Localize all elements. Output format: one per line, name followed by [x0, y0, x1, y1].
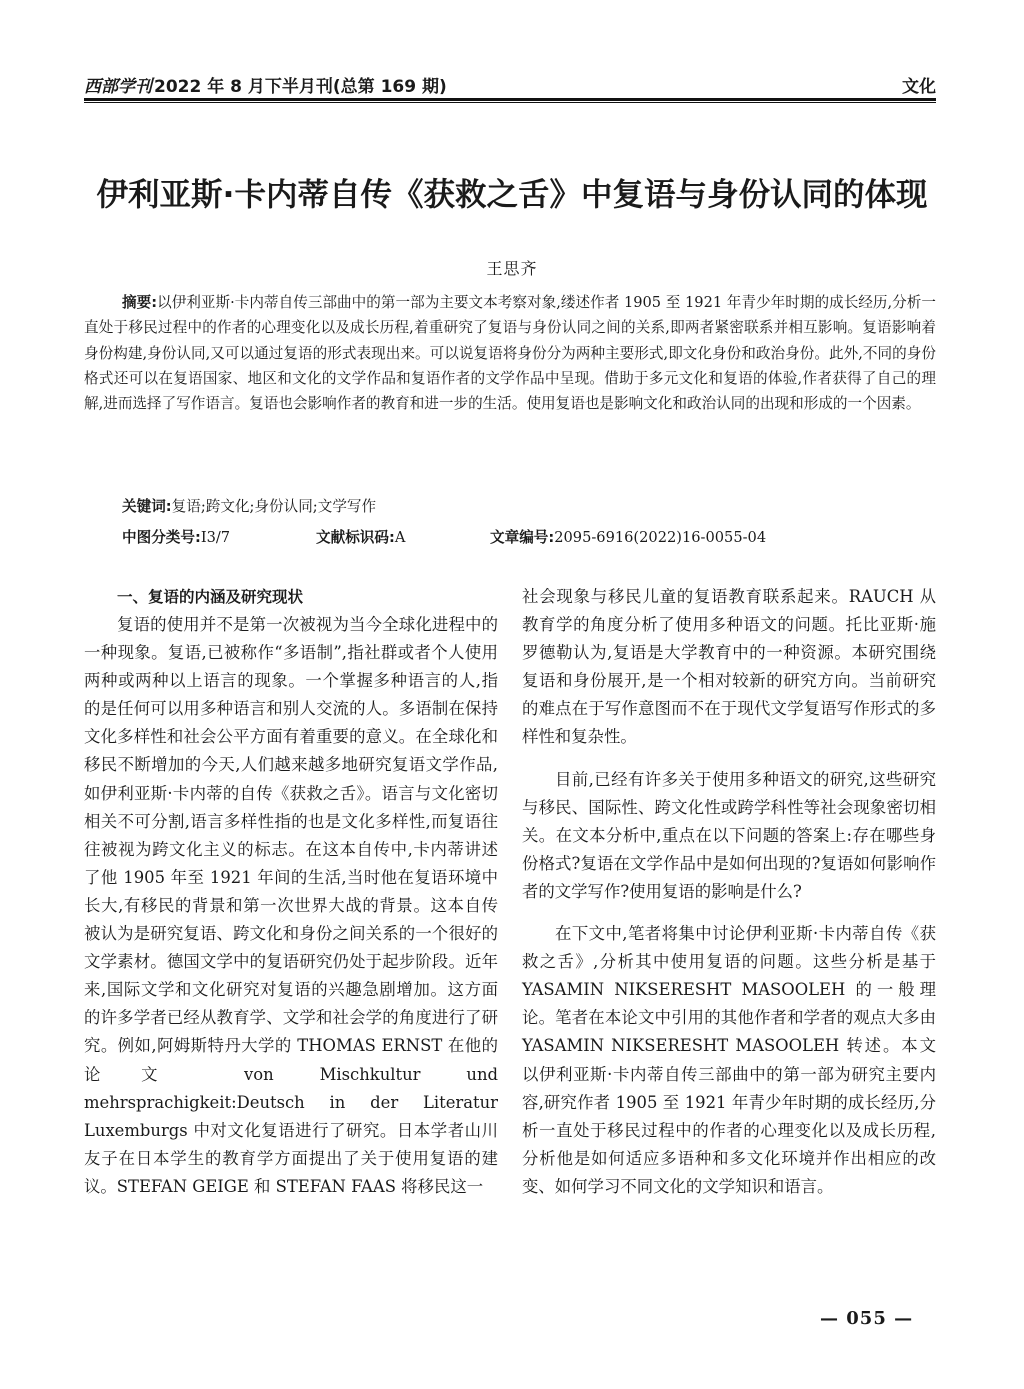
right-column: [522, 583, 936, 1201]
keywords-label: 关键词:: [122, 498, 172, 515]
clc-item: [122, 526, 230, 547]
keywords-line: [122, 495, 376, 516]
journal-issue: [84, 72, 447, 97]
header-rule: [84, 98, 936, 101]
article-title: 伊利亚斯·卡内蒂自传《获救之舌》中复语与身份认同的体现: [96, 177, 928, 213]
abstract-text: 以伊利亚斯·卡内蒂自传三部曲中的第一部为主要文本考察对象,缕述作者 1905 至 1921 年青少年时期的成长经历,分析一直处于移民过程中的作者的心理变化以及成长历程,着重研究了复语与身份认同之间的关系,即两者紧密联系并相互影响。复语影响着身份构建,身份认同,又可以通过复语的形式表现出来。可以说复语将身份分为两种主要形式,即文化身份和政治身份。此外,不同的身份格式还可以在复语国家、地区和文化的文学作品和复语作者的文学作品中呈现。借助于多元文化和复语的体验,作者获得了自己的理解,进而选择了写作语言。复语也会影响作者的教育和进一步的生活。使用复语也是影响文化和政治认同的出现和形成的一个因素。: [84, 294, 936, 413]
page-number: — 055 —: [820, 1308, 914, 1329]
clc-label: 中图分类号:: [122, 529, 201, 546]
article-no-value: 2095-6916(2022)16-0055-04: [554, 529, 767, 546]
clc-value: I3/7: [200, 529, 231, 546]
article-no-label: 文章编号:: [490, 529, 555, 546]
doc-code-value: A: [394, 529, 406, 546]
abstract-label: 摘要:: [122, 294, 158, 311]
author-name: 王思齐: [486, 259, 538, 278]
keywords-text: 复语;跨文化;身份认同;文学写作: [171, 498, 377, 515]
body-paragraph: 复语的使用并不是第一次被视为当今全球化进程中的一种现象。复语,已被称作“多语制”,指社群或者个人使用两种或两种以上语言的现象。一个掌握多种语言的人,指的是任何可以用多种语言和别人交流的人。多语制在保持文化多样性和社会公平方面有着重要的意义。在全球化和移民不断增加的今天,人们越来越多地研究复语文学作品,如伊利亚斯·卡内蒂的自传《获救之舌》。语言与文化密切相关不可分割,语言多样性指的也是文化多样性,而复语往往被视为跨文化主义的标志。在这本自传中,卡内蒂讲述了他 1905 年至 1921 年间的生活,当时他在复语环境中长大,有移民的背景和第一次世界大战的背景。这本自传被认为是研究复语、跨文化和身份之间关系的一个很好的文学素材。德国文学中的复语研究仍处于起步阶段。近年来,国际文学和文化研究对复语的兴趣急剧增加。这方面的许多学者已经从教育学、文学和社会学的角度进行了研究。例如,阿姆斯特丹大学的 THOMAS ERNST 在他的论文 von Mischkultur und mehrsprachigkeit:Deutsch in der Literatur Luxemburgs 中对文化复语进行了研究。日本学者山川友子在日本学生的教育学方面提出了关于使用复语的建议。STEFAN GEIGE 和 STEFAN FAAS 将移民这一: [84, 615, 498, 1196]
doc-code-item: [316, 526, 405, 547]
abstract: [84, 290, 936, 416]
body-paragraph: 目前,已经有许多关于使用多种语文的研究,这些研究与移民、国际性、跨文化性或跨学科性等社会现象密切相关。在文本分析中,重点在以下问题的答案上:存在哪些身份格式?复语在文学作品中是如何出现的?复语如何影响作者的文学写作?使用复语的影响是什么?: [522, 769, 936, 901]
body-paragraph: 社会现象与移民儿童的复语教育联系起来。RAUCH 从教育学的角度分析了使用多种语文的问题。托比亚斯·施罗德勒认为,复语是大学教育中的一种资源。本研究围绕复语和身份展开,是一个相对较新的研究方向。当前研究的难点在于写作意图而不在于现代文学复语写作形式的多样性和复杂性。: [522, 587, 936, 747]
article-no-item: [490, 526, 766, 547]
journal-logo: 西部学刊: [84, 77, 152, 97]
issue-label: 2022 年 8 月下半月刊(总第 169 期): [154, 77, 447, 97]
section-label: 文化: [902, 77, 936, 97]
header-rule-thin: [84, 102, 936, 103]
section-heading: 一、复语的内涵及研究现状: [117, 588, 304, 606]
doc-code-label: 文献标识码:: [316, 529, 395, 546]
body-paragraph: 在下文中,笔者将集中讨论伊利亚斯·卡内蒂自传《获救之舌》,分析其中使用复语的问题。这些分析是基于 YASAMIN NIKSERESHT MASOOLEH 的一般理论。笔者在本论文中引用的其他作者和学者的观点大多由 YASAMIN NIKSERESHT MASOOLEH 转述。本文以伊利亚斯·卡内蒂自传三部曲中的第一部为研究主要内容,研究作者 1905 至 1921 年青少年时期的成长经历,分析一直处于移民过程中的作者的心理变化以及成长历程,分析他是如何适应多语种和多文化环境并作出相应的改变、如何学习不同文化的文学知识和语言。: [522, 924, 936, 1196]
left-column: [84, 583, 498, 1201]
running-header: [84, 70, 936, 96]
